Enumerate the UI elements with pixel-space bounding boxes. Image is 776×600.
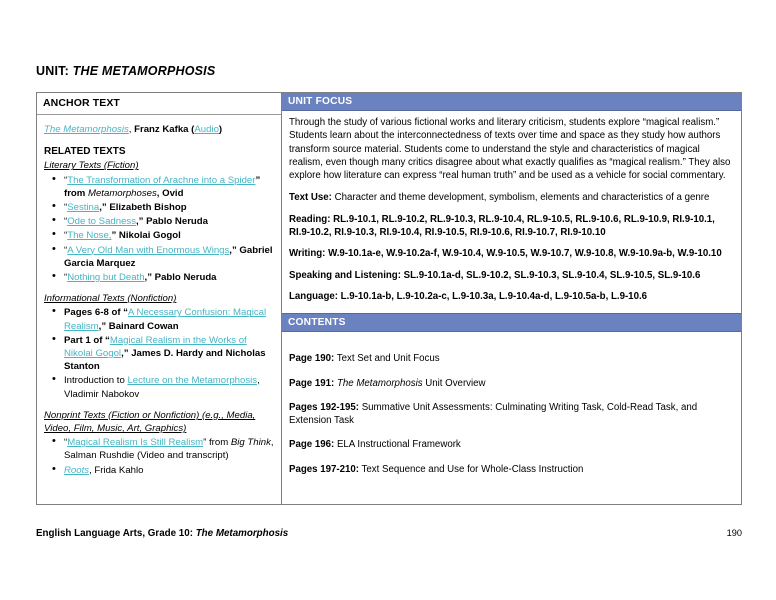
standard-value: W.9-10.1a-e, W.9-10.2a-f, W.9-10.4, W.9-10.5, W.9-10.7, W.9-10.8, W.9-10.9a-b, W.9-10.10 <box>325 248 722 260</box>
anchor-text-separator: , <box>128 124 135 135</box>
unit-focus-body <box>282 111 741 313</box>
anchor-text-column <box>36 92 282 505</box>
contents-label: Page 190: <box>289 353 335 365</box>
standard-speaking-listening <box>289 269 733 282</box>
contents-text: Text Sequence and Use for Whole-Class Instruction <box>359 463 584 475</box>
contents-text: Summative Unit Assessments: Culminating Writing Task, Cold-Read Task, and Extension Task <box>289 401 698 427</box>
standard-value: Character and theme development, symbolism, elements and characteristics of a genre <box>331 192 710 204</box>
item-post: ,” James D. Hardy and Nicholas Stanton <box>64 348 266 373</box>
item-italic: Big Think <box>230 437 271 449</box>
item-link[interactable]: Nothing but Death <box>67 272 145 284</box>
contents-entry <box>289 377 733 390</box>
contents-label: Pages 197-210: <box>289 463 360 475</box>
unit-focus-paragraph: Through the study of various fictional works and literary criticism, students explore “magical realism.” Students learn about the interconnectedness of texts over time and space as they study how authors transform source material. Students come to understand the style and characteristics of magical realism, even though many critics disagree about what exactly qualifies as “magical realism.” They also explore how literature can express “real human truth” and be used as a vehicle for social commentary. <box>289 117 731 182</box>
unit-overview-table <box>36 92 742 505</box>
standard-value: L.9-10.1a-b, L.9-10.2a-c, L.9-10.3a, L.9-10.4a-d, L.9-10.5a-b, L.9-10.6 <box>337 290 648 302</box>
list-item <box>64 464 274 477</box>
standard-reading <box>289 213 733 240</box>
item-pre: “ <box>64 437 68 449</box>
item-link[interactable]: Lecture on the Metamorphosis <box>127 375 258 387</box>
item-pre: “ <box>64 202 68 214</box>
standard-label: Reading: <box>289 213 331 225</box>
contents-text: Text Set and Unit Focus <box>334 353 440 365</box>
page-title <box>36 64 215 78</box>
standard-text-use <box>289 191 733 204</box>
anchor-text-author: Franz Kafka ( <box>134 124 195 135</box>
anchor-text-citation <box>44 123 274 136</box>
item-pre: “ <box>64 272 68 284</box>
item-tail: , Ovid <box>156 187 184 199</box>
contents-entry <box>289 401 733 428</box>
standard-label: Writing: <box>289 248 326 260</box>
item-post: ” Nikolai Gogol <box>111 230 181 242</box>
item-link[interactable]: Magical Realism Is Still Realism <box>67 437 204 449</box>
contents-label: Page 196: <box>289 439 335 451</box>
anchor-text-title-link[interactable]: The Metamorphosis <box>44 124 129 135</box>
standard-writing <box>289 247 733 260</box>
item-post: ,” Gabriel Garcia Marquez <box>64 244 273 269</box>
contents-label: Page 191: <box>289 377 335 389</box>
item-post: ,” Pablo Neruda <box>144 272 217 284</box>
list-item <box>64 306 274 332</box>
item-italic: Metamorphoses <box>87 187 157 199</box>
standard-value: RL.9-10.1, RL.9-10.2, RL.9-10.3, RL.9-10.4, RL.9-10.5, RL.9-10.6, RL.9-10.9, RI.9-10.1, RI.9-10.2, RI.9-10.3, RI.9-10.4, RI.9-10.5, RI.9-10.6, RI.9-10.7, RI.9-10.10 <box>289 213 715 239</box>
standard-label: Text Use: <box>289 192 332 204</box>
informational-texts-list <box>44 306 274 400</box>
list-item <box>64 334 274 374</box>
anchor-text-audio-link[interactable]: Audio <box>194 124 219 135</box>
item-tail: , Salman Rushdie (Video and transcript) <box>64 437 274 462</box>
list-item <box>64 215 274 228</box>
nonprint-texts-list <box>44 436 274 477</box>
contents-entry <box>289 463 733 476</box>
item-pre: “ <box>64 244 68 256</box>
item-pre: Part 1 of “ <box>64 334 110 346</box>
standard-value: SL.9-10.1a-d, SL.9-10.2, SL.9-10.3, SL.9-10.4, SL.9-10.5, SL.9-10.6 <box>400 269 701 281</box>
item-link[interactable]: Magical Realism in the Works of Nikolai Gogol <box>64 334 247 360</box>
item-link[interactable]: Sestina <box>67 202 100 214</box>
unit-focus-header: UNIT FOCUS <box>282 93 741 111</box>
item-post: ,” Elizabeth Bishop <box>99 202 187 214</box>
contents-label: Pages 192-195: <box>289 401 360 413</box>
anchor-text-header: ANCHOR TEXT <box>37 93 281 115</box>
list-item <box>64 174 274 200</box>
standard-label: Speaking and Listening: <box>289 269 401 281</box>
list-item <box>64 244 274 270</box>
section-subheading-literary: Literary Texts (Fiction) <box>44 160 139 172</box>
list-item <box>64 374 274 400</box>
item-link[interactable]: The Nose, <box>67 230 112 242</box>
footer-left <box>36 528 288 539</box>
contents-italic: The Metamorphosis <box>336 377 423 389</box>
contents-text: ELA Instructional Framework <box>334 439 461 451</box>
list-item <box>64 271 274 284</box>
section-subheading-informational: Informational Texts (Nonfiction) <box>44 293 177 305</box>
section-subheading-nonprint: Nonprint Texts (Fiction or Nonfiction) (e.g., Media, Video, Film, Music, Art, Graphics) <box>44 409 256 435</box>
literary-texts-list <box>44 174 274 285</box>
item-post: , Frida Kahlo <box>89 464 144 476</box>
list-item <box>64 229 274 242</box>
item-link[interactable]: A Necessary Confusion: Magical Realism <box>64 307 267 332</box>
item-link[interactable]: A Very Old Man with Enormous Wings <box>67 244 230 256</box>
item-post: ,” Bainard Cowan <box>98 320 179 332</box>
unit-focus-column <box>282 92 742 505</box>
item-post: , Vladimir Nabokov <box>64 375 260 400</box>
anchor-text-close-paren: ) <box>218 124 223 135</box>
list-item <box>64 436 274 462</box>
item-post: ” from <box>64 174 261 199</box>
item-link[interactable]: Roots <box>64 464 90 476</box>
contents-entry <box>289 352 733 365</box>
contents-header: CONTENTS <box>282 313 741 332</box>
contents-body <box>282 332 741 504</box>
item-post: ” from <box>203 437 231 449</box>
footer-italic-title: The Metamorphosis <box>195 528 289 539</box>
item-pre: Introduction to <box>64 375 128 387</box>
page-title-prefix: UNIT: <box>36 64 73 78</box>
contents-entry <box>289 438 733 451</box>
list-item <box>64 201 274 214</box>
standard-label: Language: <box>289 290 338 302</box>
related-texts-heading: RELATED TEXTS <box>44 146 126 158</box>
item-link[interactable]: The Transformation of Arachne into a Spider <box>67 174 256 186</box>
item-link[interactable]: Ode to Sadness <box>67 216 137 228</box>
item-pre: “ <box>64 174 68 186</box>
page-title-italic: THE METAMORPHOSIS <box>72 64 216 78</box>
page-footer <box>36 528 742 539</box>
footer-prefix: English Language Arts, Grade 10: <box>36 528 196 539</box>
item-post: ,” Pablo Neruda <box>136 216 208 228</box>
standard-language <box>289 290 733 303</box>
item-pre: Pages 6-8 of “ <box>64 307 128 319</box>
anchor-text-body <box>37 115 281 477</box>
contents-tail: Unit Overview <box>422 377 486 389</box>
footer-page-number: 190 <box>726 528 742 538</box>
item-pre: “ <box>64 230 68 242</box>
item-pre: “ <box>64 216 68 228</box>
